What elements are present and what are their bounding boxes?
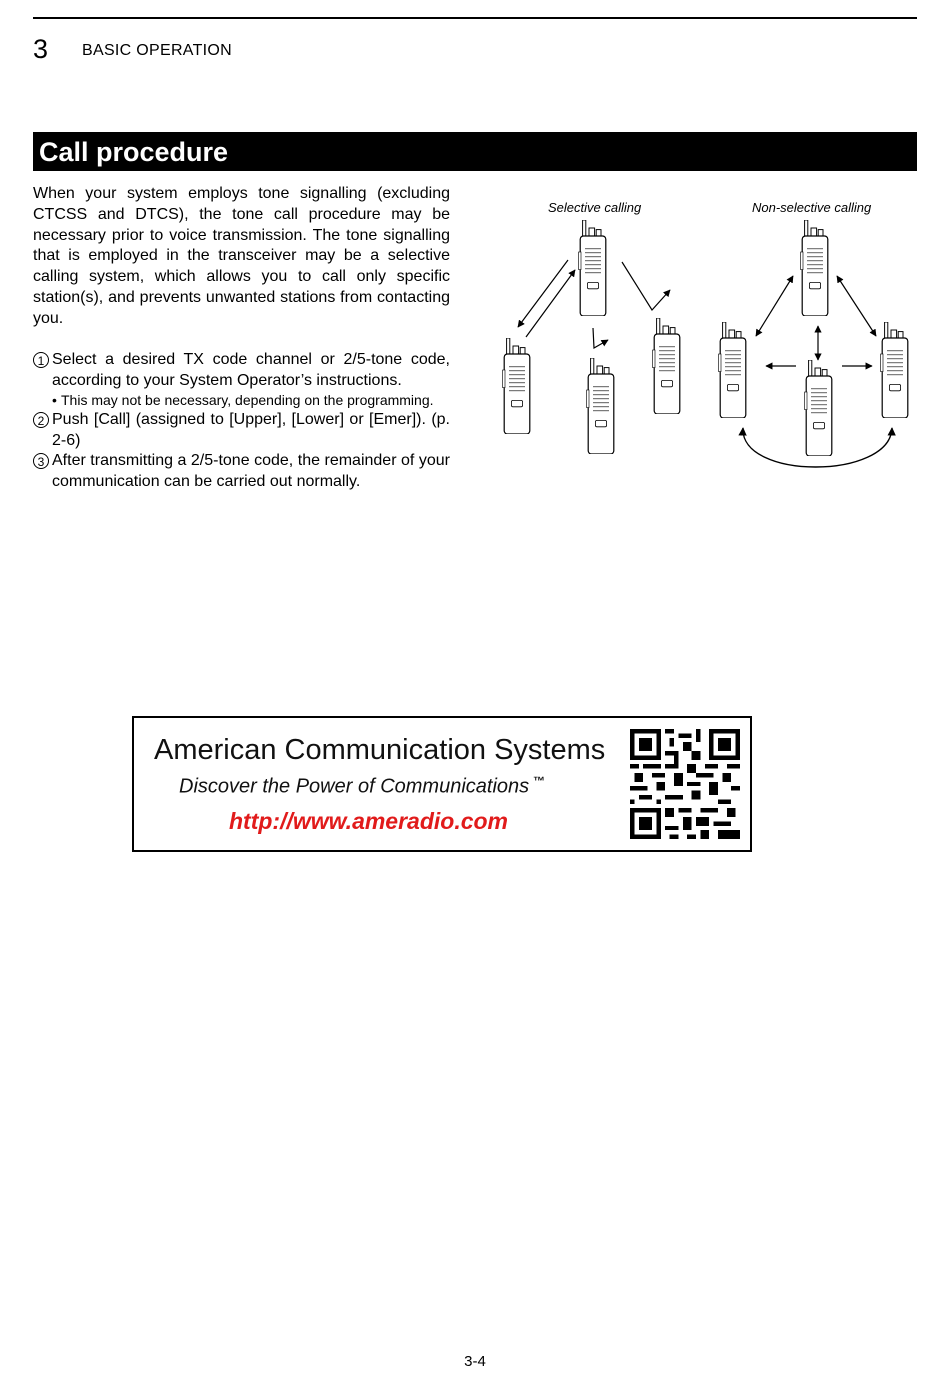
qr-code-icon: [630, 729, 740, 839]
step-number-1: 1: [33, 352, 49, 368]
selective-calling-label: Selective calling: [548, 200, 642, 215]
steps-list: [33, 350, 450, 493]
header-rule: [33, 17, 917, 19]
radio-group-bottom-icon: [805, 360, 832, 456]
intro-paragraph: When your system employs tone signalling (excluding CTCSS and DTCS), the tone call procedure may be necessary prior to voice transmission. The tone signalling that is employed in the transceiver may be a selective calling system, which allows you to call only specific station(s), and prevents unwanted stations from contacting you.: [33, 185, 450, 327]
step-text-3: After transmitting a 2/5-tone code, the remainder of your communication can be carried out normally.: [52, 452, 450, 490]
section-title: Call procedure: [39, 137, 229, 167]
step-1-note-text: This may not be necessary, depending on the programming.: [61, 392, 434, 409]
bullet-icon: •: [52, 392, 57, 409]
step-2: [33, 410, 450, 451]
trademark-symbol: ™: [533, 774, 546, 788]
calling-diagram-svg: [490, 190, 930, 490]
step-text-1: Select a desired TX code channel or 2/5-tone code, according to your System Operator’s instructions.: [52, 351, 450, 389]
chapter-number: 3: [33, 34, 49, 64]
radio-unselected-icon: [587, 358, 614, 454]
step-1-note: [33, 391, 450, 410]
radio-target-right-icon: [653, 318, 680, 414]
radio-target-left-icon: [503, 338, 530, 434]
step-text-2: Push [Call] (assigned to [Upper], [Lower] or [Emer]). (p. 2-6): [52, 411, 450, 449]
ad-banner: [132, 716, 752, 852]
chapter-title: BASIC OPERATION: [82, 42, 233, 59]
banner-tagline: [179, 774, 545, 799]
radio-caller-icon: [579, 220, 606, 316]
non-selective-calling-label: Non-selective calling: [752, 200, 872, 215]
banner-company-name: American Communication Systems: [154, 734, 606, 766]
step-3: [33, 451, 450, 492]
step-number-2: 2: [33, 412, 49, 428]
radio-group-right-icon: [881, 322, 908, 418]
radio-group-left-icon: [719, 322, 746, 418]
banner-url-link[interactable]: http://www.ameradio.com: [229, 808, 509, 834]
calling-diagram: [490, 190, 930, 490]
step-1: [33, 350, 450, 391]
page-number: 3-4: [464, 1353, 486, 1370]
banner-tagline-text: Discover the Power of Communications: [179, 775, 530, 798]
section-heading-bar: [33, 132, 917, 171]
step-number-3: 3: [33, 453, 49, 469]
radio-group-top-icon: [801, 220, 828, 316]
